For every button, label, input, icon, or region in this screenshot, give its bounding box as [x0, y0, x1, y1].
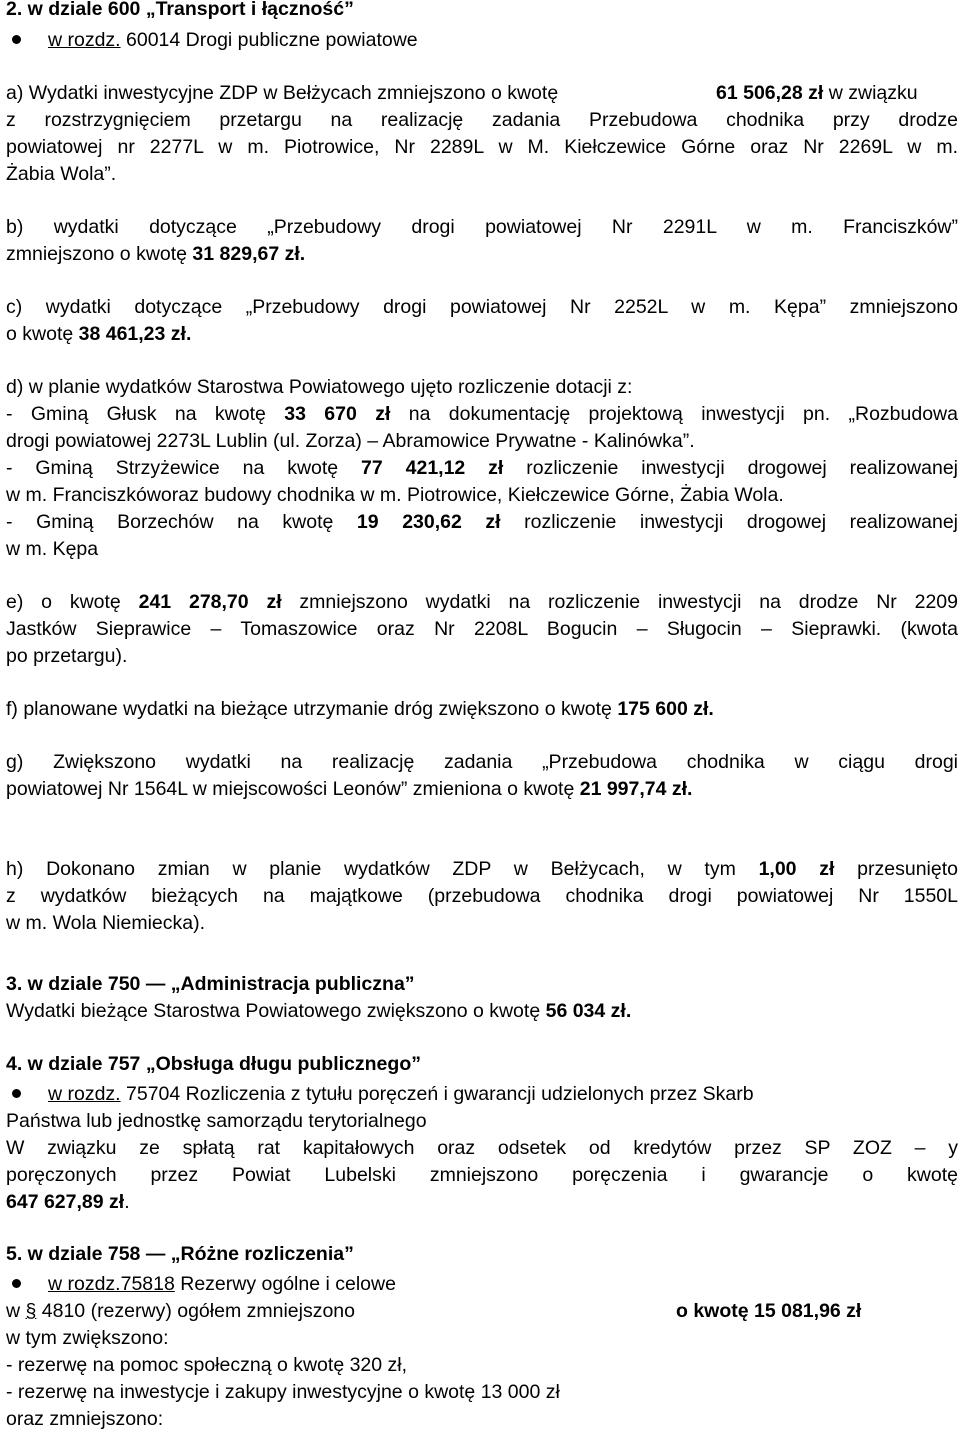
item-a-line-4: Żabia Wola”.	[6, 163, 117, 185]
section-5-line-6: oraz zmniejszono:	[6, 1408, 164, 1430]
item-b-amount: 31 829,67 zł.	[192, 243, 306, 265]
item-d-text-6b: rozliczenie inwestycji drogowej realizowanej	[500, 511, 958, 533]
item-d-line-7: w m. Kępa	[6, 538, 99, 560]
item-b-line-1: b) wydatki dotyczące „Przebudowy drogi powiatowej Nr 2291L w m. Franciszków”	[6, 216, 958, 238]
item-c-line-2	[6, 321, 191, 347]
item-e-text-1b: zmniejszono wydatki na rozliczenie inwestycji na drodze Nr 2209	[281, 591, 958, 613]
rozdz-75704-line	[48, 1081, 754, 1107]
item-b-text: zmniejszono o kwotę	[6, 243, 193, 265]
item-d-text-4b: rozliczenie inwestycji drogowej realizowanej	[503, 457, 958, 479]
item-c-amount: 38 461,23 zł.	[78, 323, 192, 345]
rozdz-label: w rozdz.	[48, 1083, 121, 1105]
section-4-amount-tail: .	[124, 1191, 130, 1213]
item-d-line-3: drogi powiatowej 2273L Lublin (ul. Zorza) – Abramowice Prywatne - Kalinówka”.	[6, 430, 695, 452]
rozdz-text: 60014 Drogi publiczne powiatowe	[120, 29, 418, 51]
item-f-text: f) planowane wydatki na bieżące utrzymanie dróg zwiększono o kwotę	[6, 698, 618, 720]
item-g-line-1: g) Zwiększono wydatki na realizację zadania „Przebudowa chodnika w ciągu drogi	[6, 751, 958, 773]
item-d-line-6	[6, 509, 958, 535]
section-4-line-5	[6, 1189, 130, 1215]
section-2-heading: 2. w dziale 600 „Transport i łączność”	[6, 0, 354, 20]
item-e-amount: 241 278,70 zł	[138, 591, 282, 613]
section-4-line-2: Państwa lub jednostkę samorządu terytorialnego	[6, 1110, 427, 1132]
section-3-text	[6, 998, 631, 1024]
section-5-text-2a: w	[6, 1300, 26, 1322]
item-a-line-3: powiatowej nr 2277L w m. Piotrowice, Nr 2289L w M. Kiełczewice Górne oraz Nr 2269L w m.	[6, 136, 958, 158]
section-5-amount: o kwotę 15 081,96 zł	[676, 1300, 862, 1322]
item-d-line-4	[6, 455, 958, 481]
item-a-line-1	[6, 80, 958, 106]
item-h-amount: 1,00 zł	[758, 858, 835, 880]
section-4-line-4: poręczonych przez Powiat Lubelski zmniejszono poręczenia i gwarancje o kwotę	[6, 1164, 958, 1186]
item-h-line-1	[6, 856, 958, 882]
item-b-line-2	[6, 241, 305, 267]
item-a-amount-group	[716, 80, 918, 106]
bullet-icon	[12, 1089, 21, 1098]
section-4-line-3: W związku ze spłatą rat kapitałowych oraz odsetek od kredytów przez SP ZOZ – y	[6, 1137, 958, 1159]
section-3-amount: 56 034 zł.	[545, 1000, 632, 1022]
item-f-amount: 175 600 zł.	[617, 698, 714, 720]
section-5-heading: 5. w dziale 758 — „Różne rozliczenia”	[6, 1243, 354, 1265]
item-c-text: o kwotę	[6, 323, 79, 345]
item-d-text-4a: - Gminą Strzyżewice na kwotę	[6, 457, 362, 479]
section-3-desc: Wydatki bieżące Starostwa Powiatowego zwiększono o kwotę	[6, 1000, 546, 1022]
item-g-amount: 21 997,74 zł.	[579, 778, 693, 800]
rozdz-75818-line	[48, 1271, 396, 1297]
item-d-text-2a: - Gminą Głusk na kwotę	[6, 403, 285, 425]
section-5-line-4: - rezerwę na pomoc społeczną o kwotę 320 zł,	[6, 1354, 408, 1376]
bullet-icon	[12, 35, 21, 44]
item-g-text: powiatowej Nr 1564L w miejscowości Leonów” zmieniona o kwotę	[6, 778, 580, 800]
rozdz-60014-line	[48, 27, 418, 53]
item-c-line-1: c) wydatki dotyczące „Przebudowy drogi powiatowej Nr 2252L w m. Kępa” zmniejszono	[6, 296, 958, 318]
item-e-line-3: po przetargu).	[6, 645, 128, 667]
item-h-text-1a: h) Dokonano zmian w planie wydatków ZDP w Bełżycach, w tym	[6, 858, 759, 880]
section-4-heading: 4. w dziale 757 „Obsługa długu publicznego”	[6, 1053, 421, 1075]
item-g-line-2	[6, 776, 692, 802]
item-d-line-1: d) w planie wydatków Starostwa Powiatowego ujęto rozliczenie dotacji z:	[6, 376, 633, 398]
section-5-line-3: w tym zwiększono:	[6, 1327, 169, 1349]
item-a-line-2: z rozstrzygnięciem przetargu na realizację zadania Przebudowa chodnika przy drodze	[6, 109, 958, 131]
item-d-amount-2: 77 421,12 zł	[361, 457, 504, 479]
item-a-text-1: a) Wydatki inwestycyjne ZDP w Bełżycach zmniejszono o kwotę	[6, 82, 559, 104]
section-5-text-2b: 4810 (rezerwy) ogółem zmniejszono	[36, 1300, 355, 1322]
item-h-line-2: z wydatków bieżących na majątkowe (przebudowa chodnika drogi powiatowej Nr 1550L	[6, 885, 958, 907]
item-e-line-2: Jastków Sieprawice – Tomaszowice oraz Nr 2208L Bogucin – Sługocin – Sieprawki. (kwota	[6, 618, 958, 640]
paragraph-sign: §	[25, 1300, 37, 1322]
item-d-amount-3: 19 230,62 zł	[356, 511, 501, 533]
rozdz-label: w rozdz.	[48, 29, 121, 51]
item-f-line-1	[6, 696, 714, 722]
section-5-line-2	[6, 1298, 355, 1324]
section-3-heading: 3. w dziale 750 — „Administracja publiczna”	[6, 973, 415, 995]
rozdz-label: w rozdz.75818	[48, 1273, 175, 1295]
item-e-line-1	[6, 589, 958, 615]
item-d-line-5: w m. Franciszkóworaz budowy chodnika w m. Piotrowice, Kiełczewice Górne, Żabia Wola.	[6, 484, 784, 506]
bullet-icon	[12, 1279, 21, 1288]
section-5-line-5: - rezerwę na inwestycje i zakupy inwestycyjne o kwotę 13 000 zł	[6, 1381, 560, 1403]
section-4-amount: 647 627,89 zł	[6, 1191, 125, 1213]
item-d-text-6a: - Gminą Borzechów na kwotę	[6, 511, 357, 533]
item-h-text-1b: przesunięto	[834, 858, 958, 880]
rozdz-text: Rezerwy ogólne i celowe	[174, 1273, 396, 1295]
item-a-amount: 61 506,28 zł	[716, 82, 824, 104]
item-d-amount-1: 33 670 zł	[284, 403, 391, 425]
item-e-text-1a: e) o kwotę	[6, 591, 139, 613]
item-a-text-1b: w związku	[823, 82, 918, 104]
item-h-line-3: w m. Wola Niemiecka).	[6, 912, 206, 934]
item-d-line-2	[6, 401, 958, 427]
rozdz-text: 75704 Rozliczenia z tytułu poręczeń i gwarancji udzielonych przez Skarb	[120, 1083, 754, 1105]
item-d-text-2b: na dokumentację projektową inwestycji pn. „Rozbudowa	[390, 403, 958, 425]
